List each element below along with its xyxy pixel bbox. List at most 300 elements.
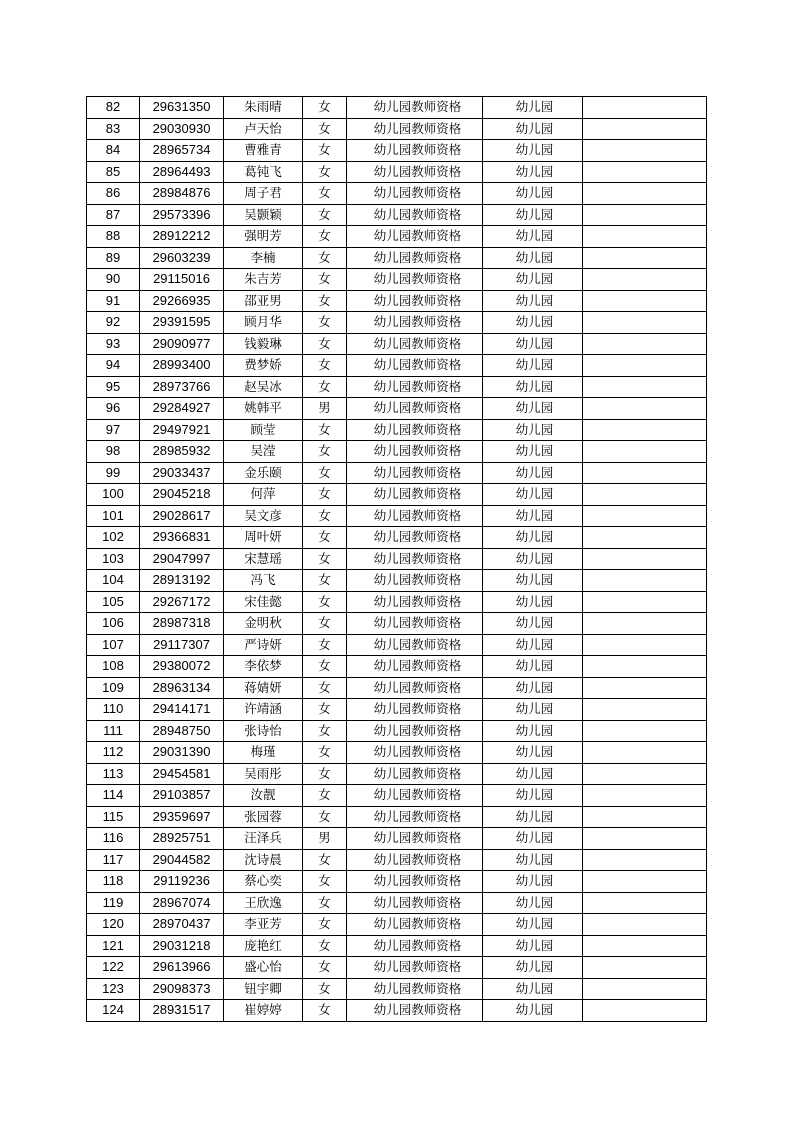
gender-cell: 女 <box>303 484 347 506</box>
name-cell: 蔡心奕 <box>224 871 303 893</box>
table-row <box>87 161 707 183</box>
table-row <box>87 957 707 979</box>
certificate-type-cell: 幼儿园教师资格 <box>347 204 483 226</box>
serial-number-cell: 92 <box>87 312 140 334</box>
serial-number-cell: 87 <box>87 204 140 226</box>
name-cell: 卢天怡 <box>224 118 303 140</box>
candidate-id-cell: 28984876 <box>140 183 224 205</box>
school-level-cell: 幼儿园 <box>483 527 583 549</box>
certificate-type-cell: 幼儿园教师资格 <box>347 140 483 162</box>
school-level-cell: 幼儿园 <box>483 806 583 828</box>
candidate-id-cell: 28985932 <box>140 441 224 463</box>
remark-cell <box>583 269 707 291</box>
certificate-type-cell: 幼儿园教师资格 <box>347 97 483 119</box>
table-row <box>87 355 707 377</box>
candidate-id-cell: 28965734 <box>140 140 224 162</box>
candidate-id-cell: 29117307 <box>140 634 224 656</box>
certificate-type-cell: 幼儿园教师资格 <box>347 935 483 957</box>
remark-cell <box>583 462 707 484</box>
candidate-id-cell: 29028617 <box>140 505 224 527</box>
certificate-type-cell: 幼儿园教师资格 <box>347 312 483 334</box>
gender-cell: 女 <box>303 183 347 205</box>
candidate-id-cell: 29366831 <box>140 527 224 549</box>
name-cell: 何萍 <box>224 484 303 506</box>
serial-number-cell: 109 <box>87 677 140 699</box>
table-row <box>87 1000 707 1022</box>
school-level-cell: 幼儿园 <box>483 333 583 355</box>
certificate-type-cell: 幼儿园教师资格 <box>347 677 483 699</box>
school-level-cell: 幼儿园 <box>483 312 583 334</box>
certificate-type-cell: 幼儿园教师资格 <box>347 892 483 914</box>
gender-cell: 女 <box>303 376 347 398</box>
name-cell: 吴颢颖 <box>224 204 303 226</box>
name-cell: 周叶妍 <box>224 527 303 549</box>
gender-cell: 女 <box>303 591 347 613</box>
certificate-type-cell: 幼儿园教师资格 <box>347 441 483 463</box>
gender-cell: 女 <box>303 720 347 742</box>
gender-cell: 女 <box>303 97 347 119</box>
serial-number-cell: 124 <box>87 1000 140 1022</box>
serial-number-cell: 96 <box>87 398 140 420</box>
serial-number-cell: 94 <box>87 355 140 377</box>
serial-number-cell: 106 <box>87 613 140 635</box>
remark-cell <box>583 484 707 506</box>
remark-cell <box>583 634 707 656</box>
school-level-cell: 幼儿园 <box>483 441 583 463</box>
name-cell: 张园蓉 <box>224 806 303 828</box>
table-row <box>87 871 707 893</box>
serial-number-cell: 90 <box>87 269 140 291</box>
gender-cell: 女 <box>303 204 347 226</box>
school-level-cell: 幼儿园 <box>483 269 583 291</box>
remark-cell <box>583 505 707 527</box>
remark-cell <box>583 398 707 420</box>
school-level-cell: 幼儿园 <box>483 140 583 162</box>
serial-number-cell: 113 <box>87 763 140 785</box>
remark-cell <box>583 355 707 377</box>
table-row <box>87 548 707 570</box>
name-cell: 许靖涵 <box>224 699 303 721</box>
name-cell: 朱雨晴 <box>224 97 303 119</box>
school-level-cell: 幼儿园 <box>483 204 583 226</box>
remark-cell <box>583 419 707 441</box>
school-level-cell: 幼儿园 <box>483 634 583 656</box>
certificate-type-cell: 幼儿园教师资格 <box>347 763 483 785</box>
serial-number-cell: 114 <box>87 785 140 807</box>
candidate-id-cell: 28925751 <box>140 828 224 850</box>
school-level-cell: 幼儿园 <box>483 613 583 635</box>
certificate-type-cell: 幼儿园教师资格 <box>347 1000 483 1022</box>
name-cell: 严诗妍 <box>224 634 303 656</box>
serial-number-cell: 122 <box>87 957 140 979</box>
table-row <box>87 269 707 291</box>
name-cell: 李楠 <box>224 247 303 269</box>
name-cell: 曹雅青 <box>224 140 303 162</box>
certificate-type-cell: 幼儿园教师资格 <box>347 269 483 291</box>
school-level-cell: 幼儿园 <box>483 355 583 377</box>
serial-number-cell: 86 <box>87 183 140 205</box>
gender-cell: 女 <box>303 462 347 484</box>
candidate-id-cell: 29284927 <box>140 398 224 420</box>
table-row <box>87 183 707 205</box>
remark-cell <box>583 871 707 893</box>
remark-cell <box>583 806 707 828</box>
gender-cell: 女 <box>303 892 347 914</box>
candidate-id-cell: 29631350 <box>140 97 224 119</box>
remark-cell <box>583 570 707 592</box>
gender-cell: 女 <box>303 312 347 334</box>
name-cell: 梅瑾 <box>224 742 303 764</box>
certificate-type-cell: 幼儿园教师资格 <box>347 376 483 398</box>
gender-cell: 女 <box>303 290 347 312</box>
candidate-id-cell: 29031218 <box>140 935 224 957</box>
name-cell: 顾月华 <box>224 312 303 334</box>
candidate-id-cell: 28973766 <box>140 376 224 398</box>
certificate-type-cell: 幼儿园教师资格 <box>347 419 483 441</box>
candidate-id-cell: 29045218 <box>140 484 224 506</box>
table-row <box>87 849 707 871</box>
gender-cell: 女 <box>303 505 347 527</box>
table-row <box>87 613 707 635</box>
serial-number-cell: 110 <box>87 699 140 721</box>
candidate-id-cell: 29033437 <box>140 462 224 484</box>
candidate-id-cell: 28912212 <box>140 226 224 248</box>
certificate-type-cell: 幼儿园教师资格 <box>347 978 483 1000</box>
candidate-id-cell: 29391595 <box>140 312 224 334</box>
table-row <box>87 634 707 656</box>
serial-number-cell: 97 <box>87 419 140 441</box>
certificate-type-cell: 幼儿园教师资格 <box>347 570 483 592</box>
serial-number-cell: 120 <box>87 914 140 936</box>
gender-cell: 女 <box>303 419 347 441</box>
gender-cell: 女 <box>303 161 347 183</box>
certificate-type-cell: 幼儿园教师资格 <box>347 871 483 893</box>
school-level-cell: 幼儿园 <box>483 161 583 183</box>
table-row <box>87 892 707 914</box>
gender-cell: 女 <box>303 957 347 979</box>
remark-cell <box>583 97 707 119</box>
certificate-type-cell: 幼儿园教师资格 <box>347 462 483 484</box>
gender-cell: 女 <box>303 699 347 721</box>
serial-number-cell: 104 <box>87 570 140 592</box>
remark-cell <box>583 957 707 979</box>
school-level-cell: 幼儿园 <box>483 677 583 699</box>
certificate-type-cell: 幼儿园教师资格 <box>347 806 483 828</box>
remark-cell <box>583 247 707 269</box>
gender-cell: 女 <box>303 656 347 678</box>
remark-cell <box>583 333 707 355</box>
table-row <box>87 763 707 785</box>
candidate-id-cell: 29115016 <box>140 269 224 291</box>
remark-cell <box>583 677 707 699</box>
name-cell: 强明芳 <box>224 226 303 248</box>
candidate-id-cell: 29103857 <box>140 785 224 807</box>
remark-cell <box>583 935 707 957</box>
serial-number-cell: 101 <box>87 505 140 527</box>
gender-cell: 女 <box>303 613 347 635</box>
candidate-id-cell: 29031390 <box>140 742 224 764</box>
remark-cell <box>583 204 707 226</box>
certificate-type-cell: 幼儿园教师资格 <box>347 720 483 742</box>
certificate-type-cell: 幼儿园教师资格 <box>347 591 483 613</box>
school-level-cell: 幼儿园 <box>483 785 583 807</box>
gender-cell: 女 <box>303 355 347 377</box>
table-row <box>87 699 707 721</box>
serial-number-cell: 89 <box>87 247 140 269</box>
candidate-id-cell: 29044582 <box>140 849 224 871</box>
candidate-id-cell: 28963134 <box>140 677 224 699</box>
name-cell: 邵亚男 <box>224 290 303 312</box>
gender-cell: 女 <box>303 441 347 463</box>
name-cell: 冯飞 <box>224 570 303 592</box>
remark-cell <box>583 183 707 205</box>
name-cell: 沈诗晨 <box>224 849 303 871</box>
certificate-type-cell: 幼儿园教师资格 <box>347 634 483 656</box>
gender-cell: 女 <box>303 634 347 656</box>
school-level-cell: 幼儿园 <box>483 892 583 914</box>
remark-cell <box>583 613 707 635</box>
remark-cell <box>583 161 707 183</box>
serial-number-cell: 107 <box>87 634 140 656</box>
gender-cell: 女 <box>303 914 347 936</box>
serial-number-cell: 117 <box>87 849 140 871</box>
remark-cell <box>583 591 707 613</box>
table-row <box>87 376 707 398</box>
name-cell: 顾莹 <box>224 419 303 441</box>
school-level-cell: 幼儿园 <box>483 957 583 979</box>
candidate-id-cell: 29090977 <box>140 333 224 355</box>
candidate-id-cell: 29359697 <box>140 806 224 828</box>
certificate-type-cell: 幼儿园教师资格 <box>347 656 483 678</box>
school-level-cell: 幼儿园 <box>483 935 583 957</box>
certificate-type-cell: 幼儿园教师资格 <box>347 548 483 570</box>
table-row <box>87 742 707 764</box>
candidate-id-cell: 29497921 <box>140 419 224 441</box>
serial-number-cell: 121 <box>87 935 140 957</box>
remark-cell <box>583 978 707 1000</box>
remark-cell <box>583 742 707 764</box>
table-row <box>87 591 707 613</box>
gender-cell: 女 <box>303 763 347 785</box>
candidate-id-cell: 29266935 <box>140 290 224 312</box>
name-cell: 王欣逸 <box>224 892 303 914</box>
remark-cell <box>583 720 707 742</box>
remark-cell <box>583 312 707 334</box>
candidate-id-cell: 28987318 <box>140 613 224 635</box>
school-level-cell: 幼儿园 <box>483 871 583 893</box>
serial-number-cell: 100 <box>87 484 140 506</box>
table-row <box>87 419 707 441</box>
gender-cell: 女 <box>303 226 347 248</box>
gender-cell: 女 <box>303 333 347 355</box>
gender-cell: 女 <box>303 785 347 807</box>
school-level-cell: 幼儿园 <box>483 699 583 721</box>
name-cell: 蒋婧妍 <box>224 677 303 699</box>
serial-number-cell: 85 <box>87 161 140 183</box>
certificate-type-cell: 幼儿园教师资格 <box>347 333 483 355</box>
name-cell: 姚韩平 <box>224 398 303 420</box>
name-cell: 盛心怡 <box>224 957 303 979</box>
certificate-type-cell: 幼儿园教师资格 <box>347 742 483 764</box>
table-row <box>87 140 707 162</box>
remark-cell <box>583 828 707 850</box>
certificate-type-cell: 幼儿园教师资格 <box>347 828 483 850</box>
remark-cell <box>583 226 707 248</box>
gender-cell: 女 <box>303 140 347 162</box>
candidate-id-cell: 28964493 <box>140 161 224 183</box>
remark-cell <box>583 441 707 463</box>
table-row <box>87 935 707 957</box>
school-level-cell: 幼儿园 <box>483 914 583 936</box>
gender-cell: 女 <box>303 1000 347 1022</box>
school-level-cell: 幼儿园 <box>483 849 583 871</box>
candidate-id-cell: 28931517 <box>140 1000 224 1022</box>
name-cell: 吴文彦 <box>224 505 303 527</box>
school-level-cell: 幼儿园 <box>483 656 583 678</box>
remark-cell <box>583 914 707 936</box>
table-row <box>87 312 707 334</box>
certificate-type-cell: 幼儿园教师资格 <box>347 785 483 807</box>
candidate-id-cell: 29030930 <box>140 118 224 140</box>
table-row <box>87 247 707 269</box>
certificate-type-cell: 幼儿园教师资格 <box>347 161 483 183</box>
serial-number-cell: 82 <box>87 97 140 119</box>
name-cell: 汝靓 <box>224 785 303 807</box>
table-row <box>87 462 707 484</box>
serial-number-cell: 123 <box>87 978 140 1000</box>
name-cell: 吴滢 <box>224 441 303 463</box>
gender-cell: 女 <box>303 269 347 291</box>
certificate-type-cell: 幼儿园教师资格 <box>347 118 483 140</box>
gender-cell: 女 <box>303 978 347 1000</box>
school-level-cell: 幼儿园 <box>483 484 583 506</box>
serial-number-cell: 118 <box>87 871 140 893</box>
certificate-type-cell: 幼儿园教师资格 <box>347 290 483 312</box>
serial-number-cell: 88 <box>87 226 140 248</box>
name-cell: 崔婷婷 <box>224 1000 303 1022</box>
name-cell: 葛钝飞 <box>224 161 303 183</box>
school-level-cell: 幼儿园 <box>483 118 583 140</box>
gender-cell: 女 <box>303 570 347 592</box>
table-row <box>87 204 707 226</box>
name-cell: 汪泽兵 <box>224 828 303 850</box>
certificate-type-cell: 幼儿园教师资格 <box>347 914 483 936</box>
school-level-cell: 幼儿园 <box>483 828 583 850</box>
school-level-cell: 幼儿园 <box>483 742 583 764</box>
remark-cell <box>583 548 707 570</box>
remark-cell <box>583 1000 707 1022</box>
remark-cell <box>583 376 707 398</box>
candidate-id-cell: 29267172 <box>140 591 224 613</box>
gender-cell: 女 <box>303 247 347 269</box>
table-row <box>87 828 707 850</box>
certificate-type-cell: 幼儿园教师资格 <box>347 957 483 979</box>
candidate-id-cell: 28948750 <box>140 720 224 742</box>
gender-cell: 女 <box>303 118 347 140</box>
candidate-id-cell: 28967074 <box>140 892 224 914</box>
name-cell: 赵吴冰 <box>224 376 303 398</box>
school-level-cell: 幼儿园 <box>483 376 583 398</box>
gender-cell: 女 <box>303 849 347 871</box>
candidate-id-cell: 28970437 <box>140 914 224 936</box>
table-row <box>87 118 707 140</box>
school-level-cell: 幼儿园 <box>483 398 583 420</box>
remark-cell <box>583 892 707 914</box>
table-row <box>87 806 707 828</box>
certificate-type-cell: 幼儿园教师资格 <box>347 247 483 269</box>
certificate-type-cell: 幼儿园教师资格 <box>347 183 483 205</box>
gender-cell: 女 <box>303 548 347 570</box>
candidate-id-cell: 29098373 <box>140 978 224 1000</box>
name-cell: 周子君 <box>224 183 303 205</box>
school-level-cell: 幼儿园 <box>483 591 583 613</box>
school-level-cell: 幼儿园 <box>483 978 583 1000</box>
serial-number-cell: 115 <box>87 806 140 828</box>
certificate-type-cell: 幼儿园教师资格 <box>347 355 483 377</box>
candidate-id-cell: 29047997 <box>140 548 224 570</box>
serial-number-cell: 111 <box>87 720 140 742</box>
name-cell: 张诗怡 <box>224 720 303 742</box>
certificate-type-cell: 幼儿园教师资格 <box>347 527 483 549</box>
school-level-cell: 幼儿园 <box>483 505 583 527</box>
certificate-type-cell: 幼儿园教师资格 <box>347 699 483 721</box>
candidate-id-cell: 29119236 <box>140 871 224 893</box>
serial-number-cell: 108 <box>87 656 140 678</box>
gender-cell: 女 <box>303 806 347 828</box>
name-cell: 金乐颐 <box>224 462 303 484</box>
remark-cell <box>583 527 707 549</box>
serial-number-cell: 83 <box>87 118 140 140</box>
table-row <box>87 720 707 742</box>
gender-cell: 女 <box>303 935 347 957</box>
remark-cell <box>583 699 707 721</box>
table-row <box>87 441 707 463</box>
serial-number-cell: 99 <box>87 462 140 484</box>
gender-cell: 女 <box>303 742 347 764</box>
table-row <box>87 570 707 592</box>
remark-cell <box>583 118 707 140</box>
gender-cell: 男 <box>303 398 347 420</box>
school-level-cell: 幼儿园 <box>483 548 583 570</box>
candidate-id-cell: 28993400 <box>140 355 224 377</box>
serial-number-cell: 112 <box>87 742 140 764</box>
certificate-type-cell: 幼儿园教师资格 <box>347 613 483 635</box>
table-row <box>87 398 707 420</box>
table-row <box>87 226 707 248</box>
table-row <box>87 97 707 119</box>
table-row <box>87 484 707 506</box>
serial-number-cell: 102 <box>87 527 140 549</box>
candidate-id-cell: 28913192 <box>140 570 224 592</box>
table-row <box>87 914 707 936</box>
serial-number-cell: 84 <box>87 140 140 162</box>
gender-cell: 女 <box>303 871 347 893</box>
name-cell: 李依梦 <box>224 656 303 678</box>
table-row <box>87 527 707 549</box>
name-cell: 宋佳懿 <box>224 591 303 613</box>
school-level-cell: 幼儿园 <box>483 183 583 205</box>
candidate-id-cell: 29414171 <box>140 699 224 721</box>
candidate-id-cell: 29603239 <box>140 247 224 269</box>
school-level-cell: 幼儿园 <box>483 226 583 248</box>
school-level-cell: 幼儿园 <box>483 462 583 484</box>
roster-table-body <box>87 97 707 1022</box>
school-level-cell: 幼儿园 <box>483 290 583 312</box>
gender-cell: 男 <box>303 828 347 850</box>
serial-number-cell: 103 <box>87 548 140 570</box>
serial-number-cell: 98 <box>87 441 140 463</box>
name-cell: 吴雨彤 <box>224 763 303 785</box>
